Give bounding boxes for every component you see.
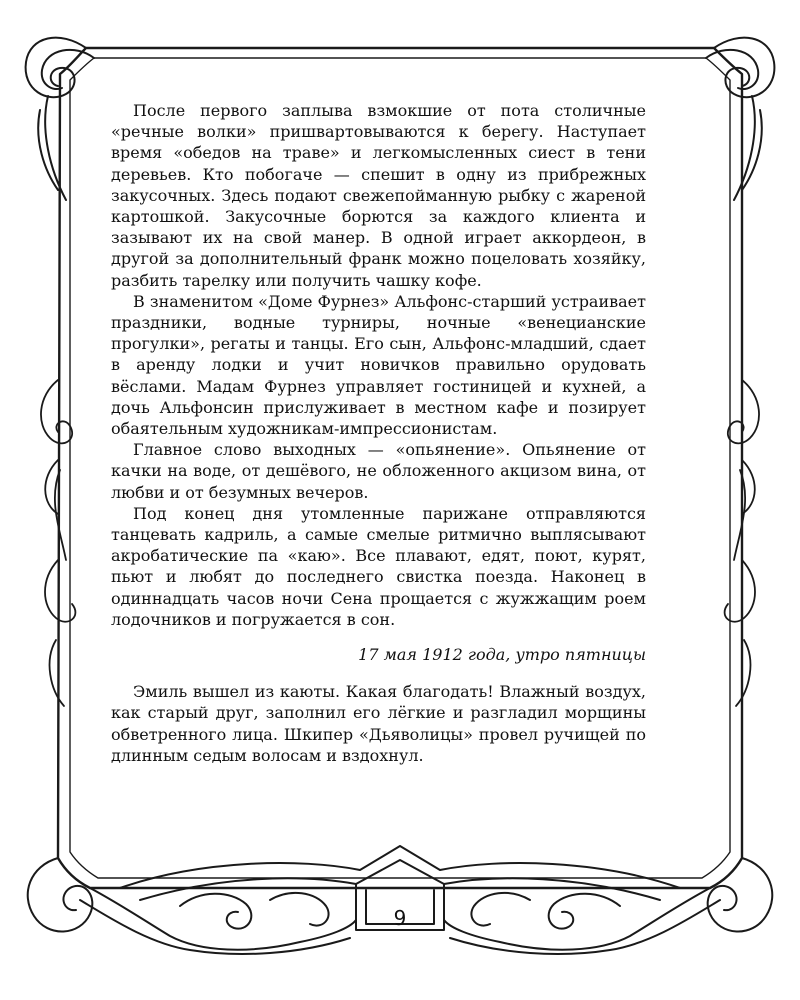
dateline: 17 мая 1912 года, утро пятницы: [358, 645, 646, 665]
body-text: [111, 100, 646, 766]
paragraph: После первого заплыва взмокшие от пота столичные «речные волки» пришвартовываются к берегу. Наступает время «обедов на траве» и легкомысленных сиест в тени деревьев. Кто побогаче — спешит в одну из прибрежных закусочных. Здесь подают свежепойманную рыбку с жареной картошкой. Закусочные борются за каждого клиента и зазывают их на свой манер. В одной играет аккордеон, в другой за дополнительный франк можно поцеловать хозяйку, разбить тарелку или получить чашку кофе.: [111, 101, 646, 290]
paragraph: Под конец дня утомленные парижане отправляются танцевать кадриль, а самые смелые ритмично выплясывают акробатические па «каю». Все плавают, едят, поют, курят, пьют и любят до последнего свистка поезда. Наконец в одиннадцать часов ночи Сена прощается с жужжащим роем лодочников и погружается в сон.: [111, 503, 646, 629]
page-number: 9: [393, 906, 407, 930]
ornament-top-right: [706, 38, 774, 200]
paragraph: В знаменитом «Доме Фурнез» Альфонс-старший устраивает праздники, водные турниры, ночные «венецианские прогулки», регаты и танцы. Его сын, Альфонс-младший, сдает в аренду лодки и учит новичков правильно орудовать вёслами. Мадам Фурнез управляет гостиницей и кухней, а дочь Альфонсин прислуживает в местном кафе и позирует обаятельным художникам-импрессионистам.: [111, 291, 646, 439]
paragraph: Главное слово выходных — «опьянение». Опьянение от качки на воде, от дешёвого, не обложенного акцизом вина, от любви и от безумных вечеров.: [111, 440, 646, 502]
paragraph: Эмиль вышел из каюты. Какая благодать! Влажный воздух, как старый друг, заполнил его лёгкие и разгладил морщины обветренного лица. Шкипер «Дьяволицы» провел ручищей по длинным седым волосам и вздохнул.: [111, 682, 646, 765]
